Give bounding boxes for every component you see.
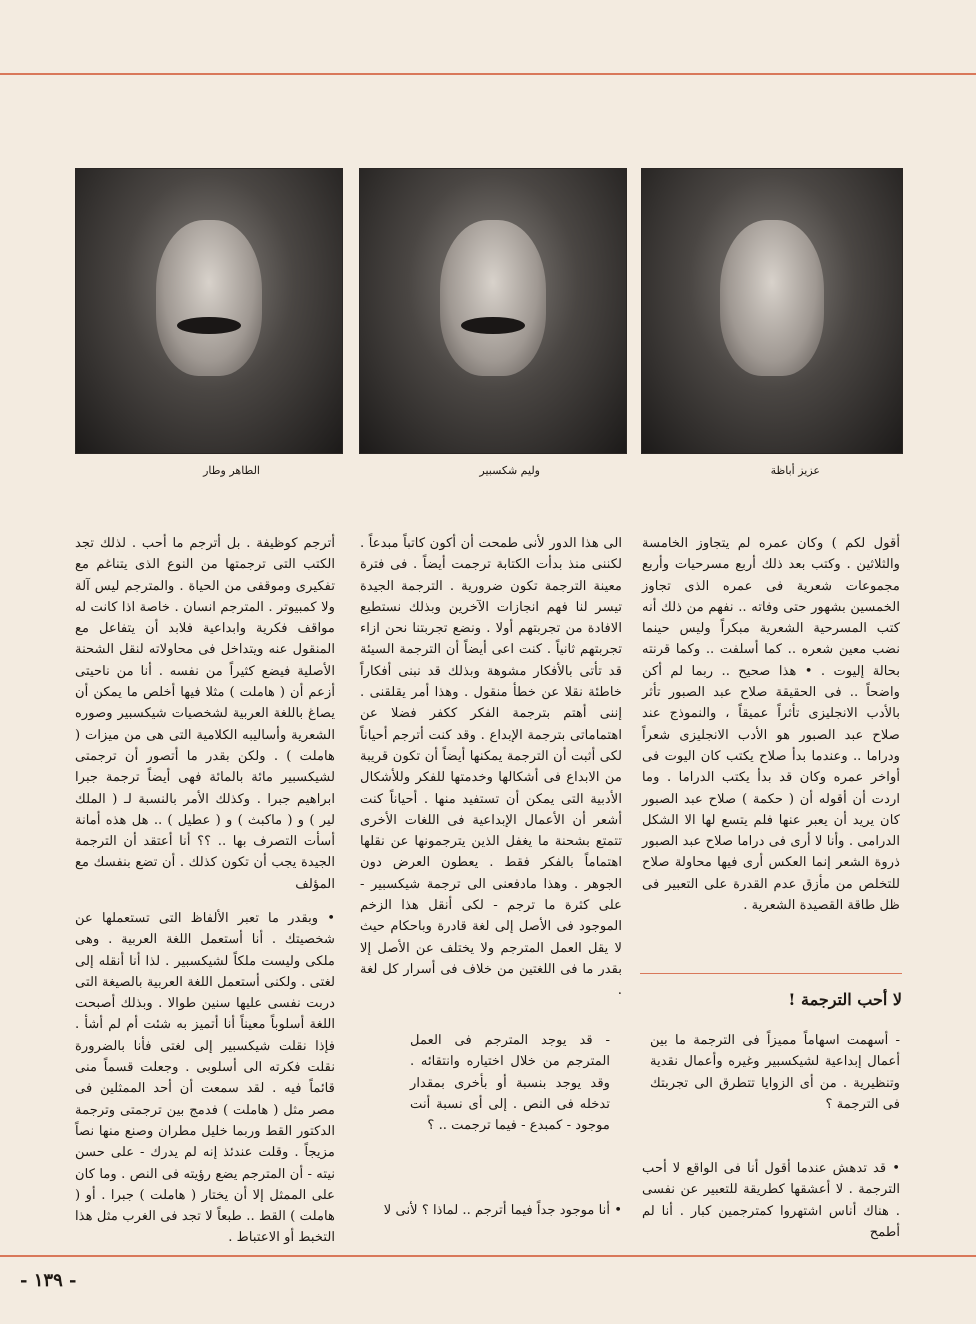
interview-question	[650, 1030, 900, 1115]
caption-shakespeare: وليم شكسبير	[479, 464, 540, 477]
portrait-face	[720, 220, 824, 376]
question-text: - أسهمت اسهاماً مميزاً فى الترجمة ما بين أعمال إبداعية لشيكسبير وغيره وأعمال نقدية وتنظيرية . من أى الزوايا تتطرق الى تجربتك فى الترجمة ؟	[650, 1033, 900, 1112]
column-left-text-continued	[75, 908, 335, 1249]
caption-abaza: عزيز أباظة	[770, 464, 820, 477]
portrait-face	[440, 220, 546, 376]
question-text: - قد يوجد المترجم فى العمل المترجم من خلال اختياره وانتقائه . وقد يوجد بنسبة أو بأخرى بمقدار تدخله فى النص . إلى أى نسبة أنت موجود - كمبدع - فيما ترجمت .. ؟	[410, 1033, 610, 1134]
photo-taher-wattar	[75, 168, 343, 454]
portrait-face	[156, 220, 262, 376]
caption-taher: الطاهر وطار	[203, 464, 260, 477]
column-left-text	[75, 533, 335, 895]
column-middle-text	[360, 533, 622, 1002]
column-right-text	[642, 533, 900, 916]
section-rule	[640, 973, 902, 974]
top-rule	[0, 73, 976, 75]
paragraph: أترجم كوظيفة . بل أترجم ما أحب . لذلك تجد الكتب التى ترجمتها من النوع الذى يتناغم مع تفكيرى وموقفى من الحياة . والمترجم ليس آلة ولا كمبيوتر . المترجم انسان . خاصة اذا كانت له مواقف فكرية وابداعية فلابد أن يتفاعل مع المنقول عنه ويتداخل فى محاولاته لنقل الشحنة الأصلية فيضع كثيراً من نفسه . أنا من ناحيتى أزعم أن ( هاملت ) مثلا فيها أخلص ما يمكن أن يصاغ باللغة العربية لشخصيات شيكسبير وصوره الشعرية وأساليبه الكلامية التى هى من ميزات ( هاملت ) . ولكن بقدر ما أتصور أن ترجمتى لشيكسبير مائة بالمائة فهى أيضاً ترجمة جبرا ابراهيم جبرا . وكذلك الأمر بالنسبة لـ ( الملك لير ) و ( ماكبث ) و ( عطيل ) .. هل هذه أمانة أسأت التصرف بها .. ؟؟ أنا أعتقد أن الترجمة الجيدة يجب أن تكون كذلك . أن تضع بنفسك مع المؤلف	[75, 536, 335, 892]
sub-heading: لا أحب الترجمة !	[788, 990, 902, 1009]
photo-aziz-abaza	[641, 168, 903, 454]
paragraph: أقول لكم ) وكان عمره لم يتجاوز الخامسة والثلاثين . وكتب بعد ذلك أربع مسرحيات وأربع مجموعات شعرية فى عمره الذى تجاوز الخمسين بشهور حتى وفاته .. نفهم من ذلك أنه كتب المسرحية الشعرية مبكراً وليس حينما نضب معين شعره .. كما أسلفت .. وكما قرنته بحالة إليوت . • هذا صحيح .. ربما لم أكن واضحاً .. فى الحقيقة صلاح عبد الصبور تأثر بالأدب الانجليزى تأثراً عميقاً ، والنموذج عند صلاح عبد الصبور هو الأدب الانجليزى شعراً ودراما .. وعندما بدأ صلاح يكتب كان اليوت فى أواخر عمره وكان قد بدأ يكتب الدراما . وما اردت أن أقوله أن ( حكمة ) صلاح عبد الصبور كان يريد أن يعبر عنها فلم يتسع لها الا الشكل الدرامى . وأنا لا أرى فى دراما صلاح عبد الصبور ذروة الشعر إنما العكس أرى فيها محاولة صلاح للتخلص من مأزق عدم القدرة على التعبير فى ظل طاقة القصيدة الشعرية .	[642, 536, 900, 914]
photo-shakespeare	[359, 168, 627, 454]
interview-answer	[642, 1158, 900, 1243]
paragraph: الى هذا الدور لأنى طمحت أن أكون كاتباً مبدعاً . لكننى منذ بدأت الكتابة ترجمت أيضاً . فى فترة معينة الترجمة تكون ضرورية . الترجمة الجيدة تيسر لنا فهم انجازات الآخرين وبذلك نستطيع الافادة من تجربتهم أولا . ونضع تجربتنا نحن ازاء تجربتهم ثانياً . كنت اعى أيضاً أن الترجمة السيئة قد تأتى بالأفكار مشوهة وبذلك قد نبنى أفكاراً خاطئة نقلا عن خطأ منقول . وهذا أمر يقلقنى . إننى أهتم بترجمة الفكر ككفر فضلا عن اهتماماتى بترجمة الإبداع . وقد كنت أترجم أحياناً لكى أثبت أن الترجمة يمكنها أيضاً أن تكون قريبة من الابداع فى أشكالها وخدمتها للفكر وللأشكال الأدبية التى يمكن أن تستفيد منها . أحياناً كنت أشعر أن الأعمال الإبداعية فى اللغات الأخرى تتمتع بشحنة ما يغفل الذين يترجمونها عن نقلها اهتماماً بالفكر فقط . يعطون العرض دون الجوهر . وهذا مادفعنى الى ترجمة شيكسبير - على كثرة ما ترجم - لكى أنقل هذا الزخم الموجود فى الأصل إلى لغة قادرة وباحكام حيث لا يقل العمل المترجم ولا يختلف عن الأصل إلا بقدر ما فى اللغتين من خلاف فى أسرار كل لغة .	[360, 536, 622, 999]
bottom-rule	[0, 1255, 976, 1257]
paragraph: • وبقدر ما تعبر الألفاظ التى تستعملها عن شخصيتك . أنا أستعمل اللغة العربية . وهى ملكى وليست ملكاً لشيكسبير . لذا أنا أنقله إلى لغتى . ولكنى أستعمل اللغة العربية بالصيغة التى دربت نفسى عليها سنين طوالا . وبذلك أصبحت اللغة أسلوباً معيناً أنا أتميز به شئت أم لم أشأ . فإذا نقلت شيكسبير إلى لغتى فأنا بالضرورة نقلت فكرته الى أسلوبى . وجعلت قسماً منى قائماً فيه . لقد سمعت أن أحد الممثلين فى مصر مثل ( هاملت ) فدمج بين ترجمتى وترجمة الدكتور القط وربما خليل مطران وصنع منها نصاً مزيجاً . وقلت عندئذ إنه لم يدرك - على حسن نيته - أن المترجم يضع رؤيته فى النص . وما كان على الممثل إلا أن يختار ( هاملت ) جبرا . أو ( هاملت ) القط .. طبعاً لا تجد فى الغرب مثل هذا التخبط أو الاعتباط .	[75, 911, 335, 1246]
interview-question	[410, 1030, 610, 1136]
page-number: - ١٣٩ -	[20, 1270, 77, 1291]
portrait-mustache	[461, 317, 525, 334]
answer-text: • أنا موجود جداً فيما أترجم .. لماذا ؟ لأنى لا	[383, 1203, 622, 1218]
portrait-mustache	[177, 317, 241, 334]
interview-answer	[360, 1200, 622, 1221]
answer-text: • قد تدهش عندما أقول أنا فى الواقع لا أحب الترجمة . لا أعشقها كطريقة للتعبير عن نفسى . هناك أناس اشتهروا كمترجمين كبار . أنا لم أطمح	[642, 1161, 900, 1240]
